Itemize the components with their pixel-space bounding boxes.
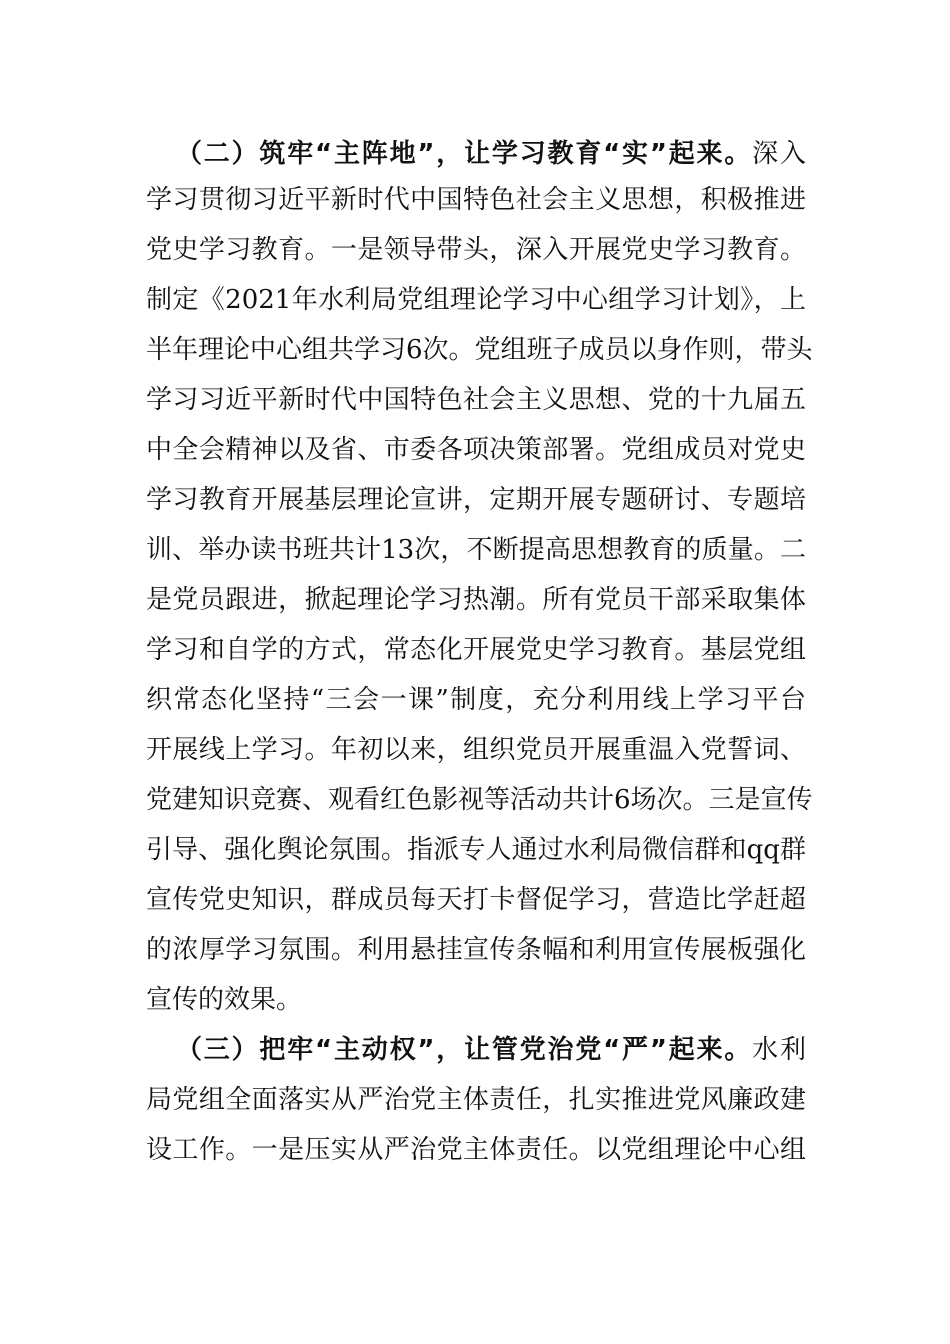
- paragraph-1-line-17: 的浓厚学习氛围。利用悬挂宣传条幅和利用宣传展板强化: [146, 935, 806, 965]
- paragraph-2-line-2: 局党组全面落实从严治党主体责任，扎实推进党风廉政建: [146, 1085, 806, 1115]
- paragraph-1-line-3: 党史学习教育。一是领导带头，深入开展党史学习教育。: [146, 235, 806, 265]
- paragraph-1-line-11: 学习和自学的方式，常态化开展党史学习教育。基层党组: [146, 635, 806, 665]
- paragraph-1-line-18: 宣传的效果。: [146, 985, 303, 1015]
- paragraph-1-line-6: 学习习近平新时代中国特色社会主义思想、党的十九届五: [146, 385, 806, 415]
- paragraph-1-line-4: 制定《2021年水利局党组理论学习中心组学习计划》，上: [146, 285, 806, 315]
- paragraph-1-line-9: 训、举办读书班共计13次，不断提高思想教育的质量。二: [146, 535, 806, 565]
- paragraph-1-line-15: 引导、强化舆论氛围。指派专人通过水利局微信群和qq群: [146, 835, 806, 865]
- paragraph-1-line-7: 中全会精神以及省、市委各项决策部署。党组成员对党史: [146, 435, 806, 465]
- paragraph-1-line-13: 开展线上学习。年初以来，组织党员开展重温入党誓词、: [146, 735, 806, 765]
- paragraph-1-line-2: 学习贯彻习近平新时代中国特色社会主义思想，积极推进: [146, 185, 806, 215]
- paragraph-1-line-8: 学习教育开展基层理论宣讲，定期开展专题研讨、专题培: [146, 485, 806, 515]
- paragraph-1-line-16: 宣传党史知识，群成员每天打卡督促学习，营造比学赶超: [146, 885, 806, 915]
- paragraph-2-line-1-text: 水利: [752, 1035, 806, 1065]
- paragraph-1-line-1-text: 深入: [752, 139, 806, 169]
- paragraph-1-line-12: 织常态化坚持“三会一课”制度，充分利用线上学习平台: [146, 685, 806, 715]
- paragraph-2-line-3: 设工作。一是压实从严治党主体责任。以党组理论中心组: [146, 1135, 806, 1165]
- paragraph-1-line-14: 党建知识竞赛、观看红色影视等活动共计6场次。三是宣传: [146, 785, 813, 815]
- section-heading-2: （二）筑牢“主阵地”，让学习教育“实”起来。: [176, 139, 753, 169]
- section-heading-3: （三）把牢“主动权”，让管党治党“严”起来。: [176, 1035, 753, 1065]
- paragraph-1-line-10: 是党员跟进，掀起理论学习热潮。所有党员干部采取集体: [146, 585, 806, 615]
- paragraph-1-line-5: 半年理论中心组共学习6次。党组班子成员以身作则，带头: [146, 335, 813, 365]
- paragraph-2-line-1: [176, 1026, 806, 1074]
- paragraph-1-line-1: [176, 130, 806, 178]
